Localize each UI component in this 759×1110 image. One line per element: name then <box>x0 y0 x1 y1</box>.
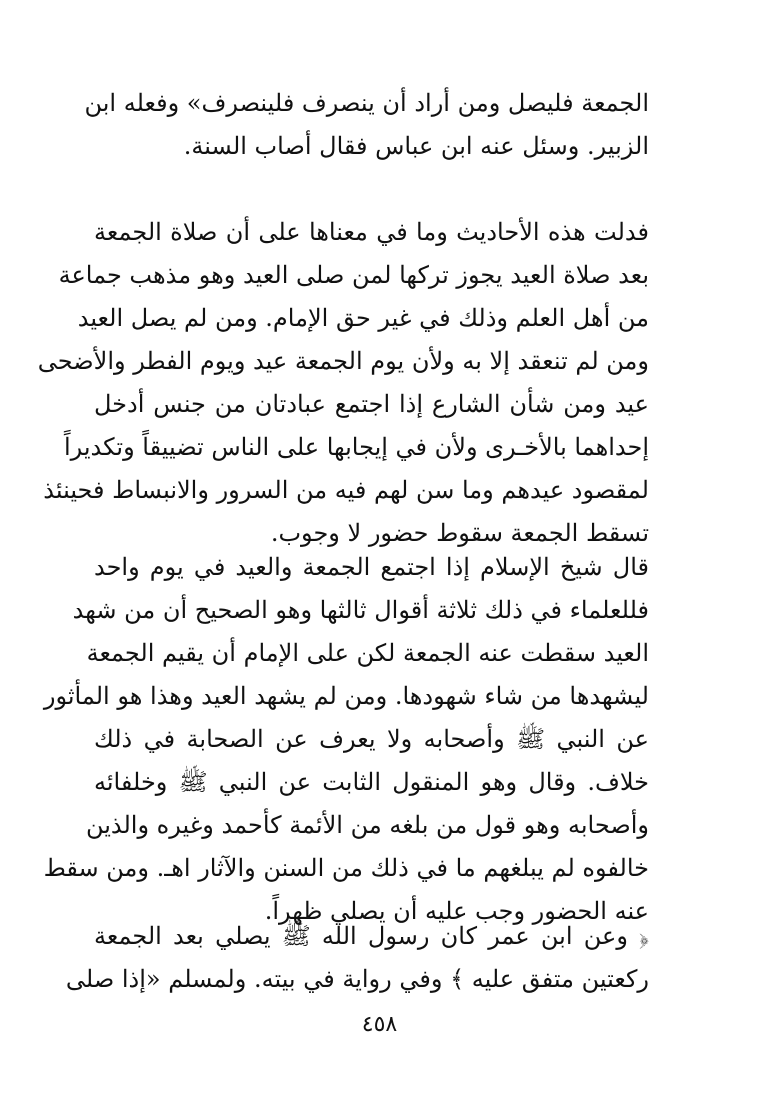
text-line: من أهل العلم وذلك في غير حق الإمام. ومن لم يصل العيد <box>77 304 649 332</box>
text-line: ﴿ وعن ابن عمر كان رسول الله ﷺ يصلي بعد الجمعة <box>94 922 649 950</box>
text-line: إحداهما بالأخـرى ولأن في إيجابها على الناس تضييقاً وتكديراً <box>63 433 649 461</box>
text-line: خلاف. وقال وهو المنقول الثابت عن النبي ﷺ وخلفائه <box>94 768 649 796</box>
text-line: عن النبي ﷺ وأصحابه ولا يعرف عن الصحابة في ذلك <box>94 725 649 753</box>
paragraph-1 <box>84 82 649 168</box>
text-line: ليشهدها من شاء شهودها. ومن لم يشهد العيد وهذا هو المأثور <box>43 682 649 710</box>
text-line: بعد صلاة العيد يجوز تركها لمن صلى العيد وهو مذهب جماعة <box>58 261 649 289</box>
text-line: الجمعة فليصل ومن أراد أن ينصرف فلينصرف» وفعله ابن <box>84 89 649 117</box>
paragraph-3 <box>43 546 649 933</box>
text-line: فللعلماء في ذلك ثلاثة أقوال ثالثها وهو الصحيح أن من شهد <box>72 596 649 624</box>
page-number: ٤٥٨ <box>361 1012 398 1037</box>
text-line: قال شيخ الإسلام إذا اجتمع الجمعة والعيد في يوم واحد <box>94 553 649 581</box>
text-line: ركعتين متفق عليه ﴾ وفي رواية في بيته. ولمسلم «إذا صلى <box>65 965 649 993</box>
text-line: لمقصود عيدهم وما سن لهم فيه من السرور والانبساط فحينئذ <box>43 476 649 504</box>
text-line: عيد ومن شأن الشارع إذا اجتمع عبادتان من جنس أدخل <box>94 390 649 418</box>
text-line: وأصحابه وهو قول من بلغه من الأئمة كأحمد وغيره والذين <box>85 811 649 839</box>
text-line: عنه الحضور وجب عليه أن يصلي ظهراً. <box>264 897 649 925</box>
paragraph-2 <box>37 211 649 555</box>
text-line: الزبير. وسئل عنه ابن عباس فقال أصاب السنة. <box>183 132 649 160</box>
text-line: خالفوه لم يبلغهم ما في ذلك من السنن والآثار اهـ. ومن سقط <box>43 854 649 882</box>
text-line: فدلت هذه الأحاديث وما في معناها على أن صلاة الجمعة <box>94 218 649 246</box>
text-line: تسقط الجمعة سقوط حضور لا وجوب. <box>270 519 649 547</box>
paragraph-4 <box>65 915 649 1001</box>
text-line: العيد سقطت عنه الجمعة لكن على الإمام أن يقيم الجمعة <box>86 639 649 667</box>
text-line: ومن لم تنعقد إلا به ولأن يوم الجمعة عيد ويوم الفطر والأضحى <box>37 347 649 375</box>
